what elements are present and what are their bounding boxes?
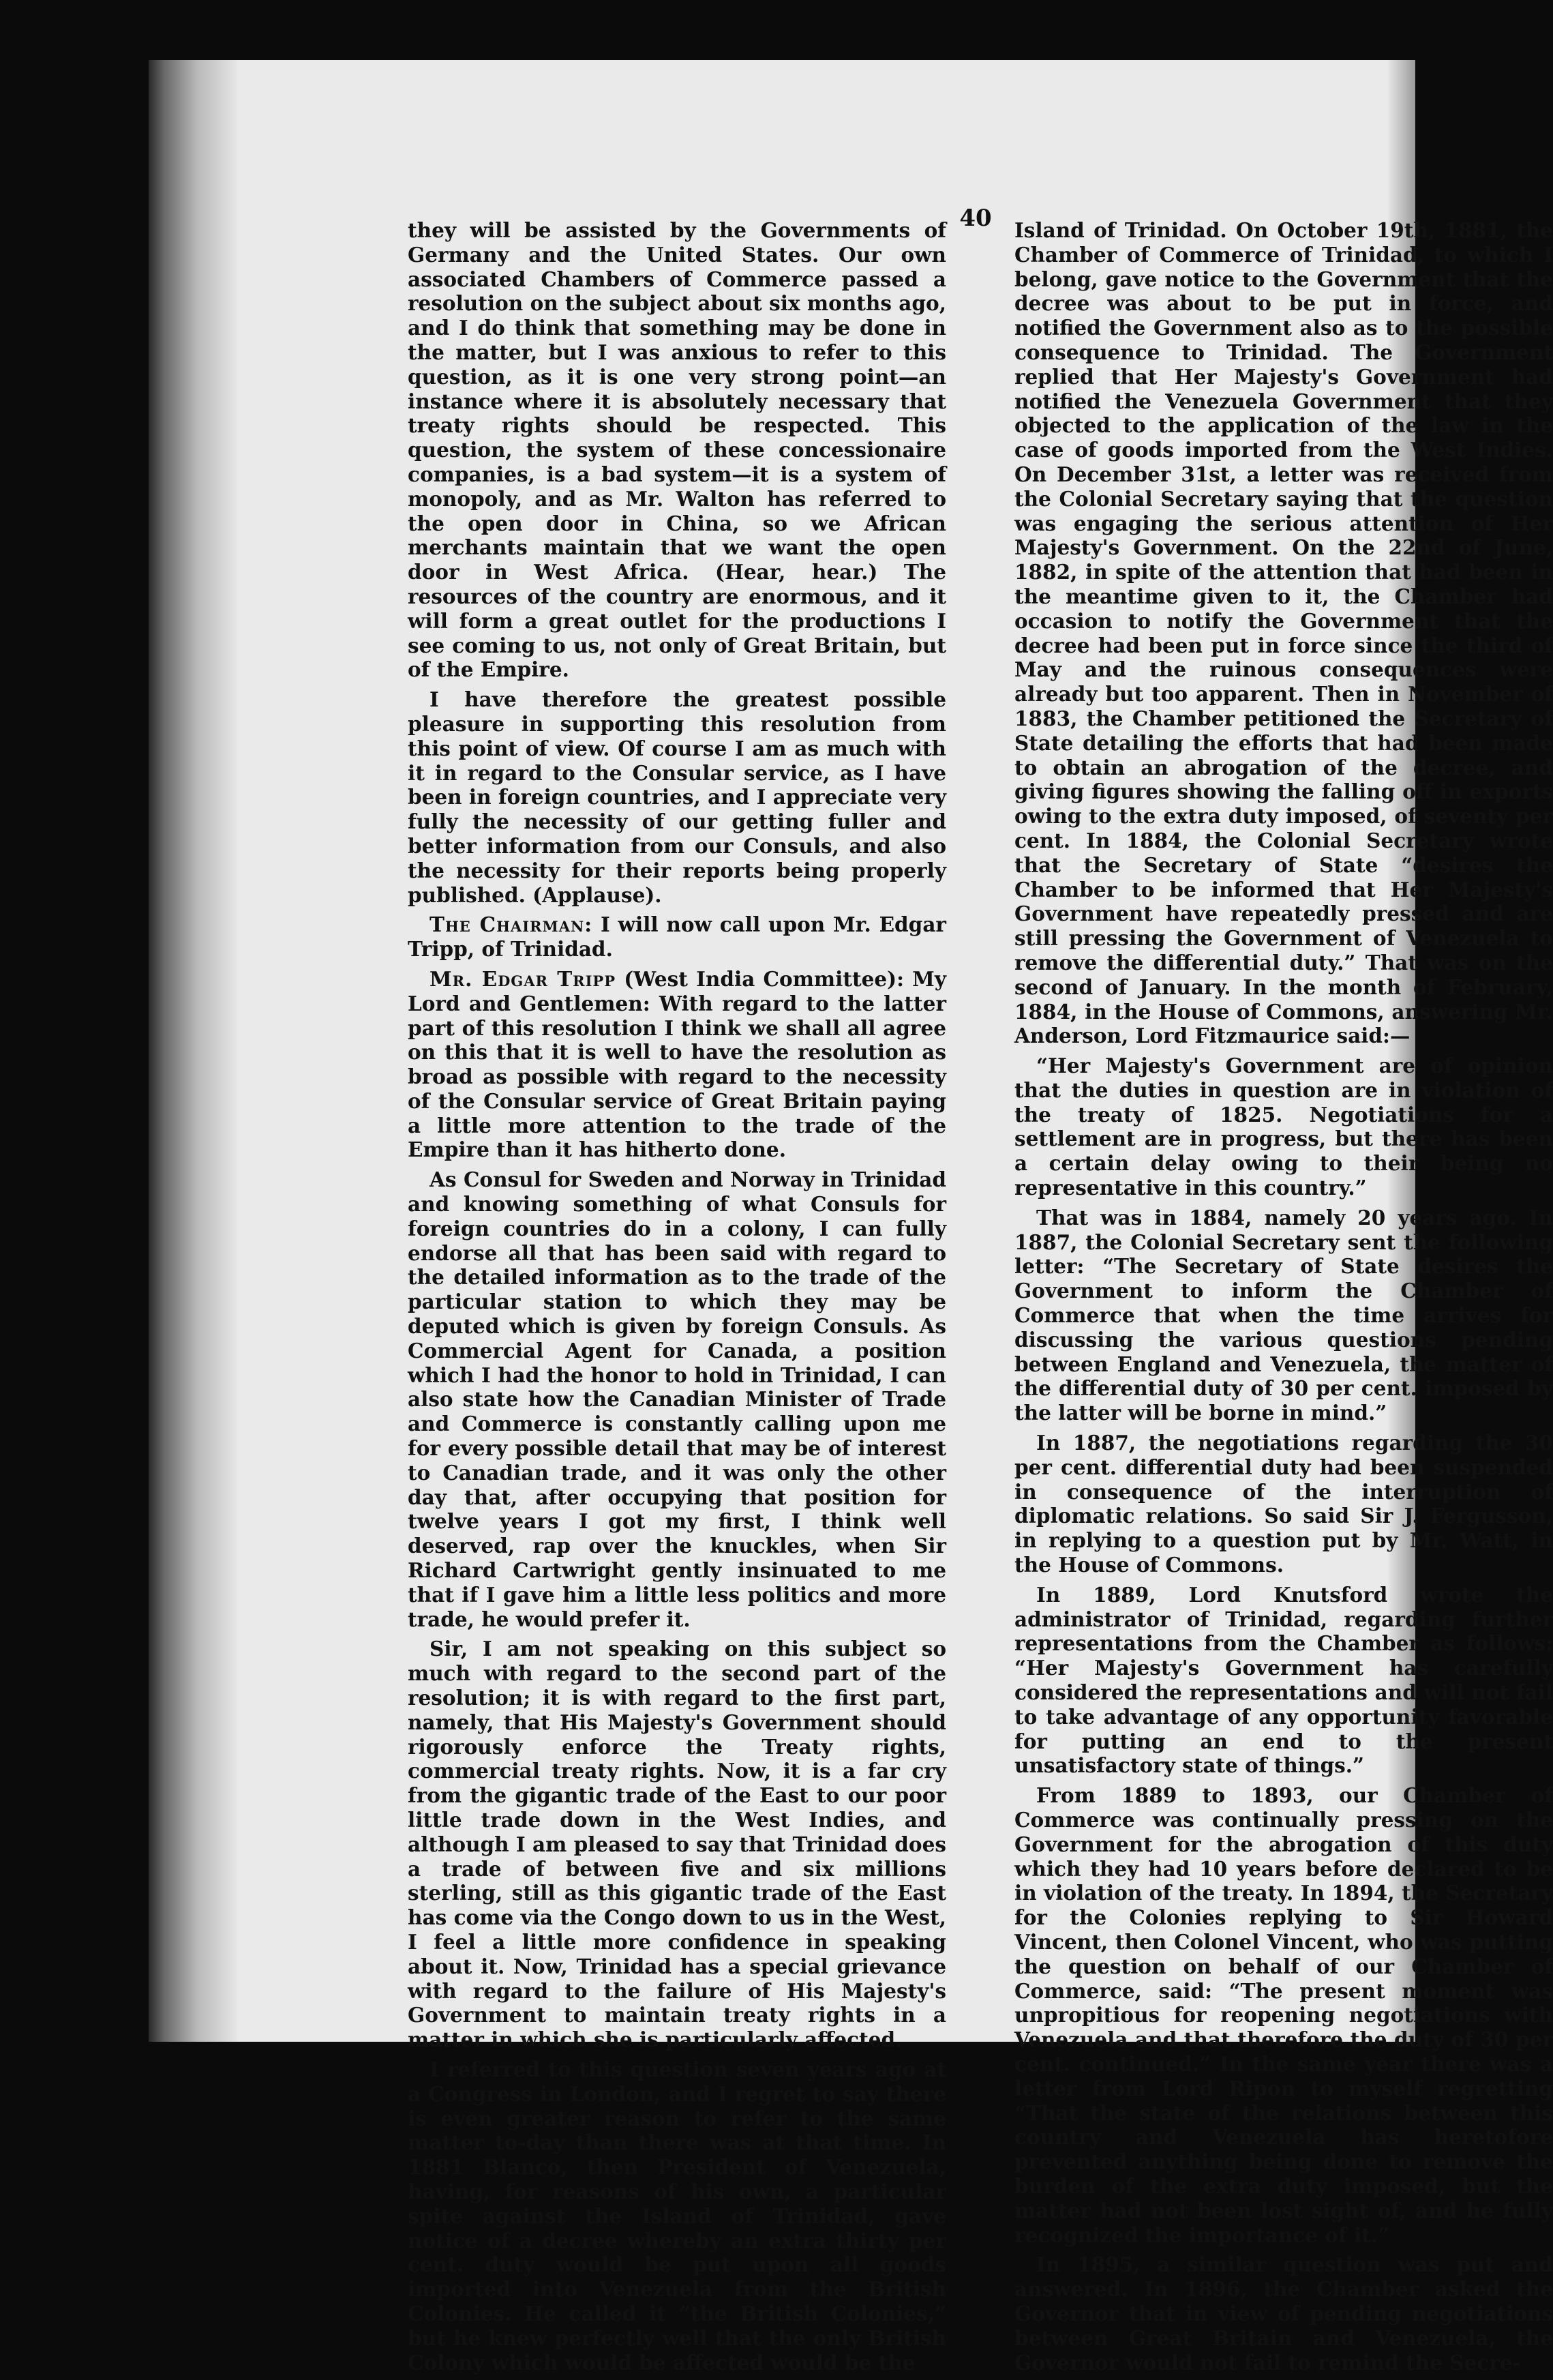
paragraph: I have therefore the greatest possible pleasure in supporting this resolution from this point of view. Of course I am as much with it in regard to the Consular service, as I have been in foreign countries, and I appreciate very fully the necessity of our getting fuller and better information from our Consuls, and also the necessity for their reports being properly published. (Applause). (408, 687, 946, 907)
speaker-text: (West India Committee): My Lord and Gentlemen: With regard to the latter part of this resolution I think we shall all agree on this that it is well to have the resolution as broad as possible with regard to the necessity of the Consular service of Great Britain paying a little more attention to the trade of the Empire than it has hitherto done. (408, 966, 946, 1162)
paragraph: Island of Trinidad. On October 19th, 1881, the Chamber of Commerce of Trinidad, to which I belong, gave notice to the Government that the decree was about to be put in force, and notified the Government also as to the possible consequence to Trinidad. The Government replied that Her Majesty's Government had notified the Venezuela Government that they objected to the application of the law in the case of goods imported from the West Indies. On December 31st, a letter was received from the Colonial Secretary saying that the question was engaging the serious attention of Her Majesty's Government. On the 22nd of June, 1882, in spite of the attention that had been in the meantime given to it, the Chamber had occasion to notify the Government that the decree had been put in force since the third of May and the ruinous consequences were already but too apparent. Then in November of 1883, the Chamber petitioned the Secretary of State detailing the efforts that had been made to obtain an abrogation of the decree, and giving figures showing the falling off in exports owing to the extra duty imposed, of seventy per cent. In 1884, the Colonial Secretary wrote that the Secretary of State “desires the Chamber to be informed that Her Majesty's Government have repeatedly pressed and are still pressing the Government of Venezuela to remove the differential duty.” That was on the second of January. In the month of February, 1884, in the House of Commons, answering Mr. Anderson, Lord Fitzmaurice said:— (1014, 218, 1553, 1048)
page-number: 40 (959, 205, 992, 232)
speaker-text: I will now call upon Mr. Edgar Tripp, of Trinidad. (408, 912, 946, 962)
speaker-label: The Chairman: (429, 912, 593, 937)
paragraph: I referred to this question seven years ago at a Congress in London, and I regret to say there is even greater reason to refer to the same matter to-day than there was at that time. In 1881 Blanco, then President of Venezuela, having, for reasons of his own, a particular spite against the Island of Trinidad, gave notice of a decree whereby an extra thirty per cent. duty would be put upon all goods imported into Venezuela from the British Colonies. He called it “the British Colonies,” but he knew perfectly well that the only British Colony which would be affected would be the (408, 2057, 946, 2375)
speaker-label: Mr. Edgar Tripp (429, 966, 616, 991)
paragraph: As Consul for Sweden and Norway in Trinidad and knowing something of what Consuls for foreign countries do in a colony, I can fully endorse all that has been said with regard to the detailed information as to the trade of the particular station to which they may be deputed which is given by foreign Consuls. As Commercial Agent for Canada, a position which I had the honor to hold in Trinidad, I can also state how the Canadian Minister of Trade and Commerce is constantly calling upon me for every possible detail that may be of interest to Canadian trade, and it was only the other day that, after occupying that position for twelve years I got my first, I think well deserved, rap over the knuckles, when Sir Richard Cartwright gently insinuated to me that if I gave him a little less politics and more trade, he would prefer it. (408, 1167, 946, 1631)
scan-shadow-left (149, 60, 237, 2042)
document-page (149, 60, 1553, 2375)
left-column (408, 218, 946, 2380)
paragraph: In 1889, Lord Knutsford wrote the administrator of Trinidad, regarding further representations from the Chamber as follows: “Her Majesty's Government has carefully considered the representations and will not fail to take advantage of any opportunity favorable for putting an end to the present unsatisfactory state of things.” (1014, 1582, 1553, 1778)
paragraph: In 1887, the negotiations regarding the 30 per cent. differential duty had been suspended in consequence of the interruption of diplomatic relations. So said Sir J. Fergusson, in replying to a question put by Mr. Watt, in the House of Commons. (1014, 1431, 1553, 1577)
right-column (1014, 218, 1553, 2380)
paragraph: they will be assisted by the Governments of Germany and the United States. Our own associated Chambers of Commerce passed a resolution on the subject about six months ago, and I do think that something may be done in the matter, but I was anxious to refer to this question, as it is one very strong point—an instance where it is absolutely necessary that treaty rights should be respected. This question, the system of these concessionaire companies, is a bad system—it is a system of monopoly, and as Mr. Walton has referred to the open door in China, so we African merchants maintain that we want the open door in West Africa. (Hear, hear.) The resources of the country are enormous, and it will form a great outlet for the productions I see coming to us, not only of Great Britain, but of the Empire. (408, 218, 946, 682)
quote-paragraph: “Her Majesty's Government are of opinion that the duties in question are in violation of the treaty of 1825. Negotiations for a settlement are in progress, but there has been a certain delay owing to their being no representative in this country.” (1014, 1054, 1553, 1200)
paragraph (408, 912, 946, 962)
paragraph (408, 967, 946, 1162)
paragraph: From 1889 to 1893, our Chamber of Commerce was continually pressing on the Government for the abrogation of this duty which they had 10 years before declared to be in violation of the treaty. In 1894, the Secretary for the Colonies replying to Sir Howard Vincent, then Colonel Vincent, who was putting the question on behalf of our Chamber of Commerce, said: “The present moment was unpropitious for reopening negotiations with Venezuela and that therefore the duty of 30 per cent. continued.” In the same year there was a letter from Lord Ripon to myself regretting “That the state of the relations between this country and Venezuela has heretofore prevented anything being done to remove the burden of the extra duty imposed, but the matter had not been lost sight of, and he fully recognized the importance of it.” (1014, 1783, 1553, 2247)
paragraph: In 1895, a similar question was put and answered. In 1896, the Chamber asked the Governor that in view of pending negotiations between Great Britain and Venezuela, the Governor would not fail to remind the Secre- (1014, 2252, 1553, 2375)
paragraph: That was in 1884, namely 20 years ago. In 1887, the Colonial Secretary sent the following letter: “The Secretary of State desires the Government to inform the Chamber of Commerce that when the time arrives for discussing the various questions pending between England and Venezuela, the matter of the differential duty of 30 per cent. imposed by the latter will be borne in mind.” (1014, 1205, 1553, 1425)
paragraph: Sir, I am not speaking on this subject so much with regard to the second part of the resolution; it is with regard to the first part, namely, that His Majesty's Government should rigorously enforce the Treaty rights, commercial treaty rights. Now, it is a far cry from the gigantic trade of the East to our poor little trade down in the West Indies, and although I am pleased to say that Trinidad does a trade of between five and six millions sterling, still as this gigantic trade of the East has come via the Congo down to us in the West, I feel a little more confidence in speaking about it. Now, Trinidad has a special grievance with regard to the failure of His Majesty's Government to maintain treaty rights in a matter in which she is particularly affected. (408, 1637, 946, 2052)
